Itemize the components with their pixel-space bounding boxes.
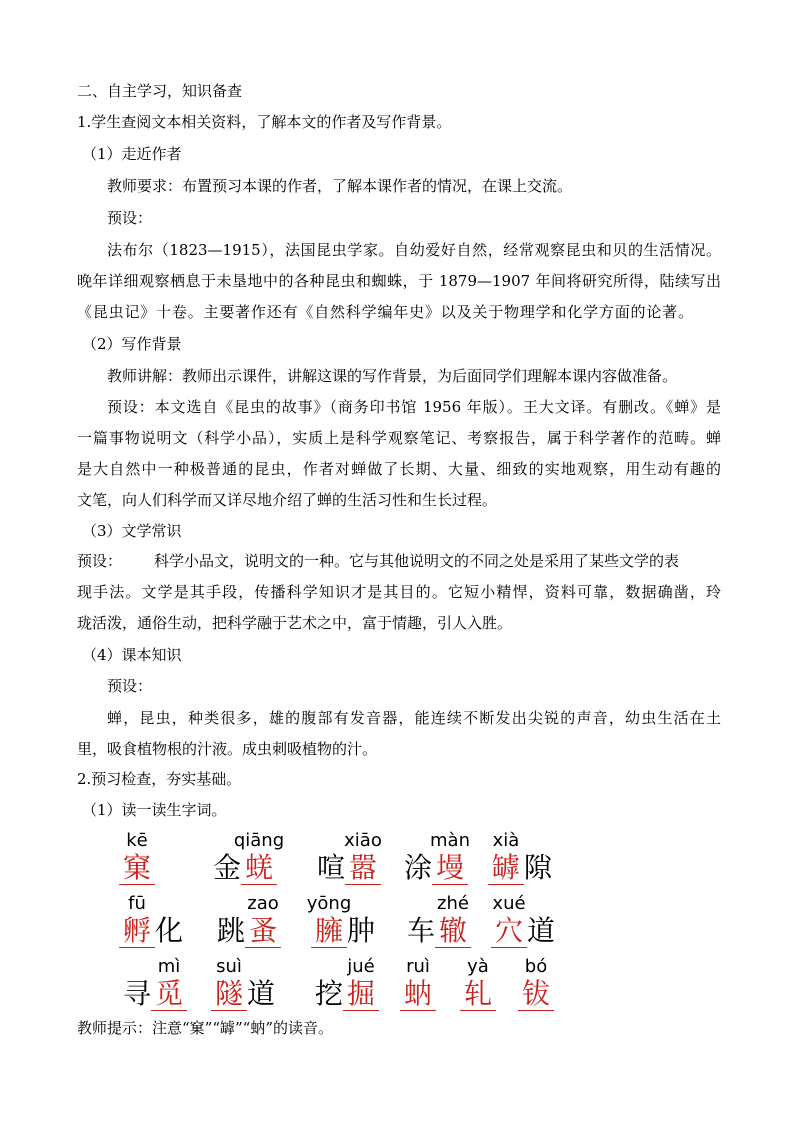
character-underline	[245, 947, 281, 948]
context-character: 道	[246, 977, 275, 1010]
pinyin-annotation: mì	[157, 956, 181, 977]
target-character: 墁	[435, 851, 464, 884]
character-underline	[460, 1010, 496, 1011]
target-character: 觅	[154, 977, 183, 1010]
target-character: 臃	[314, 914, 343, 947]
target-character: 蜣	[244, 851, 273, 884]
pinyin-annotation: xué	[492, 893, 526, 914]
character-underline	[400, 1010, 436, 1011]
sub2-line: 是大自然中一种极普通的昆虫，作者对蝉做了长期、大量、细致的实地观察，用生动有趣的	[77, 460, 721, 478]
sub3-line1-text: 科学小品文，说明文的一种。它与其他说明文的不同之处是采用了某些文学的表	[154, 552, 680, 570]
pinyin-annotation: zao	[247, 893, 279, 914]
sub1-line: 法布尔（1823—1915），法国昆虫学家。自幼爱好自然，经常观察昆虫和贝的生活情况。	[107, 241, 721, 259]
target-character: 孵	[122, 914, 151, 947]
context-character: 跳	[216, 914, 245, 947]
sub2-line: 文笔，向人们科学而又详尽地介绍了蝉的生活习性和生长过程。	[77, 491, 498, 509]
target-character: 罅	[491, 851, 520, 884]
pinyin-annotation: zhé	[437, 893, 469, 914]
sub4-preset-label: 预设：	[107, 677, 153, 695]
item1-heading: 1.学生查阅文本相关资料，了解本文的作者及写作背景。	[77, 113, 452, 131]
character-underline	[432, 884, 468, 885]
target-character: 蚤	[248, 914, 277, 947]
section-title: 二、自主学习，知识备查	[77, 82, 243, 100]
pinyin-annotation: màn	[430, 830, 470, 851]
target-character: 隧	[214, 977, 243, 1010]
sub3-preset-label: 预设：	[77, 552, 123, 570]
character-underline	[488, 884, 524, 885]
sub1-preset-label: 预设：	[107, 209, 153, 227]
character-underline	[119, 884, 155, 885]
target-character: 轧	[463, 977, 492, 1010]
context-character: 肿	[346, 914, 375, 947]
sub1-line: 《昆虫记》十卷。主要著作还有《自然科学编年史》以及关于物理学和化学方面的论著。	[77, 303, 693, 321]
item2-sub1-title: （1）读一读生字词。	[82, 801, 227, 819]
sub2-title: （2）写作背景	[82, 335, 182, 353]
sub4-line: 里，吸食植物根的汁液。成虫刺吸植物的汁。	[77, 740, 378, 758]
character-underline	[491, 947, 527, 948]
pinyin-annotation: kē	[126, 830, 148, 851]
pinyin-annotation: xià	[492, 830, 520, 851]
character-underline	[345, 884, 381, 885]
context-character: 道	[526, 914, 555, 947]
character-underline	[518, 1010, 554, 1011]
pinyin-annotation: yà	[467, 956, 489, 977]
target-character: 钹	[521, 977, 550, 1010]
sub3-line: 珑活泼，通俗生动，把科学融于艺术之中，富于情趣，引人入胜。	[77, 614, 513, 632]
pinyin-annotation: fū	[128, 893, 146, 914]
pinyin-annotation: xiāo	[344, 830, 382, 851]
context-character: 寻	[122, 977, 151, 1010]
context-character: 化	[154, 914, 183, 947]
sub4-line: 蝉，昆虫，种类很多，雄的腹部有发音器，能连续不断发出尖锐的声音，幼虫生活在土	[107, 709, 721, 727]
pinyin-annotation: qiāng	[233, 830, 285, 851]
pinyin-annotation: ruì	[406, 956, 430, 977]
sub1-line: 晚年详细观察栖息于未垦地中的各种昆虫和蜘蛛，于 1879—1907 年间将研究所得，陆续写出	[77, 272, 721, 290]
sub4-title: （4）课本知识	[82, 646, 182, 664]
sub3-first-line	[77, 551, 679, 571]
context-character: 金	[212, 851, 241, 884]
sub1-title: （1）走近作者	[82, 145, 182, 163]
target-character: 掘	[346, 977, 375, 1010]
pinyin-annotation: jué	[347, 956, 375, 977]
pinyin-annotation: bó	[524, 956, 548, 977]
target-character: 蚋	[403, 977, 432, 1010]
character-underline	[151, 1010, 187, 1011]
sub3-title: （3）文学常识	[82, 522, 182, 540]
context-character: 车	[406, 914, 435, 947]
character-underline	[311, 947, 347, 948]
sub1-teacher: 教师要求：布置预习本课的作者，了解本课作者的情况，在课上交流。	[107, 177, 573, 195]
character-underline	[435, 947, 471, 948]
teacher-tip: 教师提示：注意“窠”“罅”“蚋”的读音。	[77, 1019, 334, 1037]
sub2-line: 预设：本文选自《昆虫的故事》（商务印书馆 1956 年版）。王大文译。有删改。《蝉》是	[107, 398, 721, 416]
character-underline	[211, 1010, 247, 1011]
sub3-line: 现手法。文学是其手段，传播科学知识才是其目的。它短小精悍，资料可靠，数据确凿，玲	[77, 583, 721, 601]
sub2-line: 一篇事物说明文（科学小品），实质上是科学观察笔记、考察报告，属于科学著作的范畴。蝉	[77, 429, 721, 447]
pinyin-annotation: yōng	[306, 893, 352, 914]
target-character: 嚣	[348, 851, 377, 884]
target-character: 穴	[494, 914, 523, 947]
sub2-teacher: 教师讲解：教师出示课件，讲解这课的写作背景，为后面同学们理解本课内容做准备。	[107, 367, 678, 385]
item2-heading: 2.预习检查，夯实基础。	[77, 770, 242, 788]
pinyin-annotation: suì	[216, 956, 242, 977]
context-character: 涂	[403, 851, 432, 884]
context-character: 挖	[314, 977, 343, 1010]
character-underline	[241, 884, 277, 885]
context-character: 隙	[523, 851, 552, 884]
character-underline	[343, 1010, 379, 1011]
context-character: 喧	[316, 851, 345, 884]
target-character: 辙	[438, 914, 467, 947]
target-character: 窠	[122, 851, 151, 884]
character-underline	[119, 947, 155, 948]
